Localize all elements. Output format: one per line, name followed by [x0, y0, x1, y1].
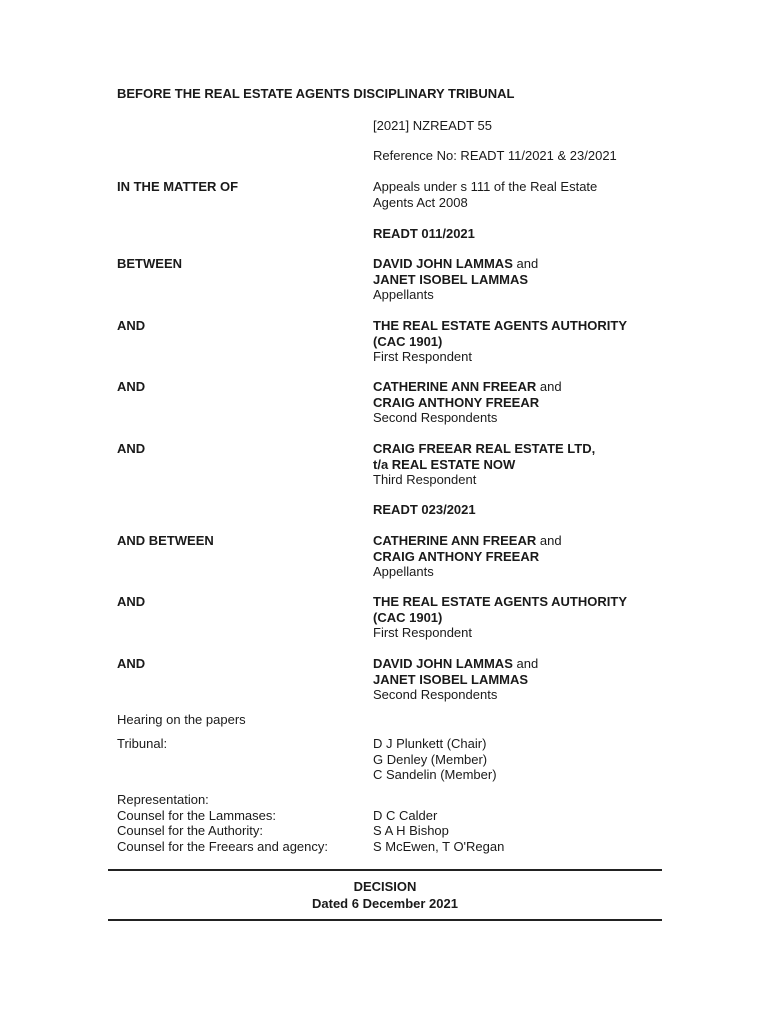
tribunal-member: D J Plunkett (Chair): [373, 736, 487, 751]
tribunal-member: G Denley (Member): [373, 751, 488, 767]
and-word: and: [516, 656, 539, 671]
hearing-note: Hearing on the papers: [117, 712, 246, 727]
case1-and-label: AND: [117, 379, 146, 394]
party-name: THE REAL ESTATE AGENTS AUTHORITY: [373, 318, 627, 333]
tribunal-member: C Sandelin (Member): [373, 767, 497, 782]
party-role: Appellants: [373, 287, 434, 302]
matter-line-2: Agents Act 2008: [373, 194, 468, 210]
and-word: and: [516, 256, 539, 271]
bottom-rule: [108, 919, 662, 921]
counsel-name: D C Calder: [373, 807, 438, 823]
party-name: JANET ISOBEL LAMMAS: [373, 671, 529, 687]
party-name: CRAIG FREEAR REAL ESTATE LTD,: [373, 441, 596, 456]
decision-date: Dated 6 December 2021: [312, 896, 458, 911]
party-role: First Respondent: [373, 625, 472, 640]
tribunal-label: Tribunal:: [117, 736, 168, 751]
party-name: t/a REAL ESTATE NOW: [373, 456, 516, 472]
matter-line-1: Appeals under s 111 of the Real Estate: [373, 179, 598, 194]
case1-first-respondent: [373, 318, 627, 365]
representation-block: [117, 792, 328, 854]
tribunal-heading: BEFORE THE REAL ESTATE AGENTS DISCIPLINARY TRIBUNAL: [117, 86, 515, 101]
party-name: CATHERINE ANN FREEAR: [373, 533, 537, 548]
reference-number: Reference No: READT 11/2021 & 23/2021: [373, 148, 617, 163]
case1-between-label: BETWEEN: [117, 256, 182, 271]
party-name: CRAIG ANTHONY FREEAR: [373, 394, 540, 410]
party-name: DAVID JOHN LAMMAS: [373, 256, 513, 271]
citation: [2021] NZREADT 55: [373, 118, 492, 133]
tribunal-members: [373, 736, 497, 783]
party-name: (CAC 1901): [373, 609, 443, 625]
case1-number: READT 011/2021: [373, 226, 475, 241]
decision-title: DECISION: [353, 879, 417, 894]
counsel-role: Counsel for the Authority:: [117, 823, 263, 838]
case2-and-label: AND: [117, 594, 146, 609]
and-word: and: [539, 533, 562, 548]
case2-number: READT 023/2021: [373, 502, 476, 517]
party-role: Second Respondents: [373, 410, 498, 425]
counsel-role: Counsel for the Lammases:: [117, 807, 276, 823]
representation-label: Representation:: [117, 792, 209, 807]
matter-description: [373, 179, 597, 210]
party-role: Third Respondent: [373, 472, 477, 487]
and-word: and: [539, 379, 562, 394]
counsel-names: [373, 808, 504, 855]
party-name: DAVID JOHN LAMMAS: [373, 656, 513, 671]
case1-appellants: [373, 256, 538, 303]
party-name: THE REAL ESTATE AGENTS AUTHORITY: [373, 594, 627, 609]
party-role: Appellants: [373, 564, 434, 579]
matter-label: IN THE MATTER OF: [117, 179, 239, 194]
top-rule: [108, 869, 662, 871]
party-role: First Respondent: [373, 349, 472, 364]
case2-appellants: [373, 533, 562, 580]
counsel-role: Counsel for the Freears and agency:: [117, 838, 329, 854]
case2-and-label: AND: [117, 656, 146, 671]
case2-between-label: AND BETWEEN: [117, 533, 214, 548]
case2-second-respondents: [373, 656, 538, 703]
party-name: (CAC 1901): [373, 333, 443, 349]
case1-third-respondent: [373, 441, 595, 488]
case1-and-label: AND: [117, 441, 146, 456]
party-name: CRAIG ANTHONY FREEAR: [373, 548, 540, 564]
case1-second-respondents: [373, 379, 562, 426]
party-name: JANET ISOBEL LAMMAS: [373, 271, 529, 287]
party-role: Second Respondents: [373, 687, 498, 702]
counsel-name: S A H Bishop: [373, 823, 449, 838]
counsel-name: S McEwen, T O'Regan: [373, 838, 505, 854]
case1-and-label: AND: [117, 318, 146, 333]
party-name: CATHERINE ANN FREEAR: [373, 379, 537, 394]
case2-first-respondent: [373, 594, 627, 641]
